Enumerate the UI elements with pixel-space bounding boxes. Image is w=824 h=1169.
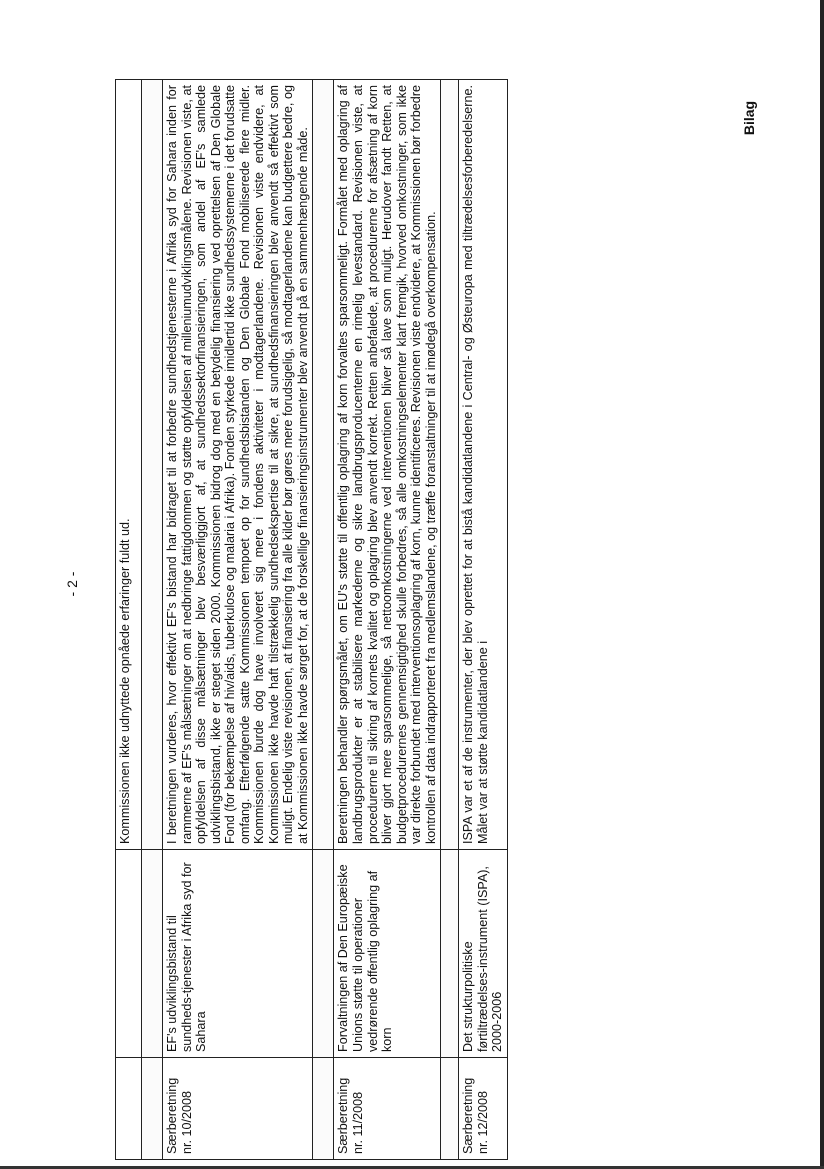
scan-edge: [820, 0, 824, 1169]
table-cell: [142, 1058, 163, 1160]
report-table: [115, 79, 508, 1160]
report-subject: EF's udviklingsbistand til sundheds-tjenester i Afrika syd for Sahara: [163, 850, 313, 1058]
table-row: [334, 80, 441, 1160]
table-cell: [441, 80, 459, 850]
report-number: Særberetning nr. 11/2008: [334, 1058, 441, 1160]
table-cell: [441, 1058, 459, 1160]
report-summary: ISPA var et af de instrumenter, der blev oprettet for at bistå kandidatlandene i Central- og Østeuropa med tiltrædelsesforberedelserne. Målet var at støtte kandidatlandene i: [459, 80, 508, 850]
table-row: [116, 80, 142, 1160]
table-spacer-row: [441, 80, 459, 1160]
table-cell: [116, 1058, 142, 1160]
table-cell: [313, 80, 334, 850]
report-summary: I beretningen vurderes, hvor effektivt EF's bistand har bidraget til at forbedre sundhedstjenesterne i Afrika syd for Sahara inden for rammerne af EF's målsætninger om at nedbringe fattigdommen og støtte opfyldelsen af milleniumudviklingsmålene. Revisionen viste, at opfyldelsen af disse målsætninger blev besværliggjort af, at sundhedssektorfinansieringen, som andel af EF's samlede udviklingsbistand, ikke er steget siden 2000. Kommissionen bidrog dog med en betydelig finansiering ved oprettelsen af Den Globale Fond (for bekæmpelse af hiv/aids, tuberkulose og malaria i Afrika). Fonden styrkede imidlertid ikke sundhedssystemerne i det forudsatte omfang. Efterfølgende satte Kommissionen tempoet op for sundhedsbistanden og Den Globale Fond mobiliserede flere midler. Kommissionen burde dog have involveret sig mere i fondens aktiviteter i modtagerlandene. Revisionen viste endvidere, at Kommissionen ikke havde haft tilstrækkelig sundhedsekspertise til at sikre, at sundhedsfinansieringen blev anvendt så effektivt som muligt. Endelig viste revisionen, at finansiering fra alle kilder bør gøres mere forudsigelig, så modtagerlandene kan budgettere bedre, og at Kommissionen ikke havde sørget for, at de forskellige finansieringsinstrumenter blev anvendt på en sammenhængende måde.: [163, 80, 313, 850]
table-cell: [441, 850, 459, 1058]
bilag-label: Bilag: [741, 100, 757, 136]
report-number: Særberetning nr. 12/2008: [459, 1058, 508, 1160]
page-number: - 2 -: [64, 571, 80, 597]
report-subject: Forvaltningen af Den Europæiske Unions støtte til operationer vedrørende offentlig oplagring af korn: [334, 850, 441, 1058]
table-cell: [313, 1058, 334, 1160]
table-spacer-row: [142, 80, 163, 1160]
table-row: [163, 80, 313, 1160]
top-row-text: Kommissionen ikke udnyttede opnåede erfaringer fuldt ud.: [116, 80, 142, 850]
table-spacer-row: [313, 80, 334, 1160]
report-subject: Det strukturpolitiske førtiltrædelses-instrument (ISPA), 2000-2006: [459, 850, 508, 1058]
table-cell: [142, 850, 163, 1058]
report-summary: Beretningen behandler spørgsmålet, om EU's støtte til offentlig oplagring af korn forvaltes sparsommeligt. Formålet med oplagring af landbrugsprodukter er at stabilisere markederne og sikre landbrugsproducenterne en rimelig levestandard. Revisionen viste, at procedurerne til sikring af kornets kvalitet og oplagring blev anvendt korrekt. Retten anbefalede, at procedurerne for afsætning af korn bliver gjort mere sparsommelige, så nettoomkostningerne ved interventionen bliver så lave som muligt. Herudover fandt Retten, at budgetprocedurernes gennemsigtighed skulle forbedres, så alle omkostningselementer klart fremgik, hvorved omkostninger, som ikke var direkte forbundet med interventionsoplagring af korn, kunne identificeres. Revisionen viste endvidere, at Kommissionen bør forbedre kontrollen af data indrapporteret fra medlemslandene, og træffe foranstaltninger til at imødegå overkompensation.: [334, 80, 441, 850]
table-cell: [116, 850, 142, 1058]
report-table-rotated: [115, 80, 718, 1160]
table-cell: [142, 80, 163, 850]
table-row: [459, 80, 508, 1160]
table-cell: [313, 850, 334, 1058]
report-number: Særberetning nr. 10/2008: [163, 1058, 313, 1160]
